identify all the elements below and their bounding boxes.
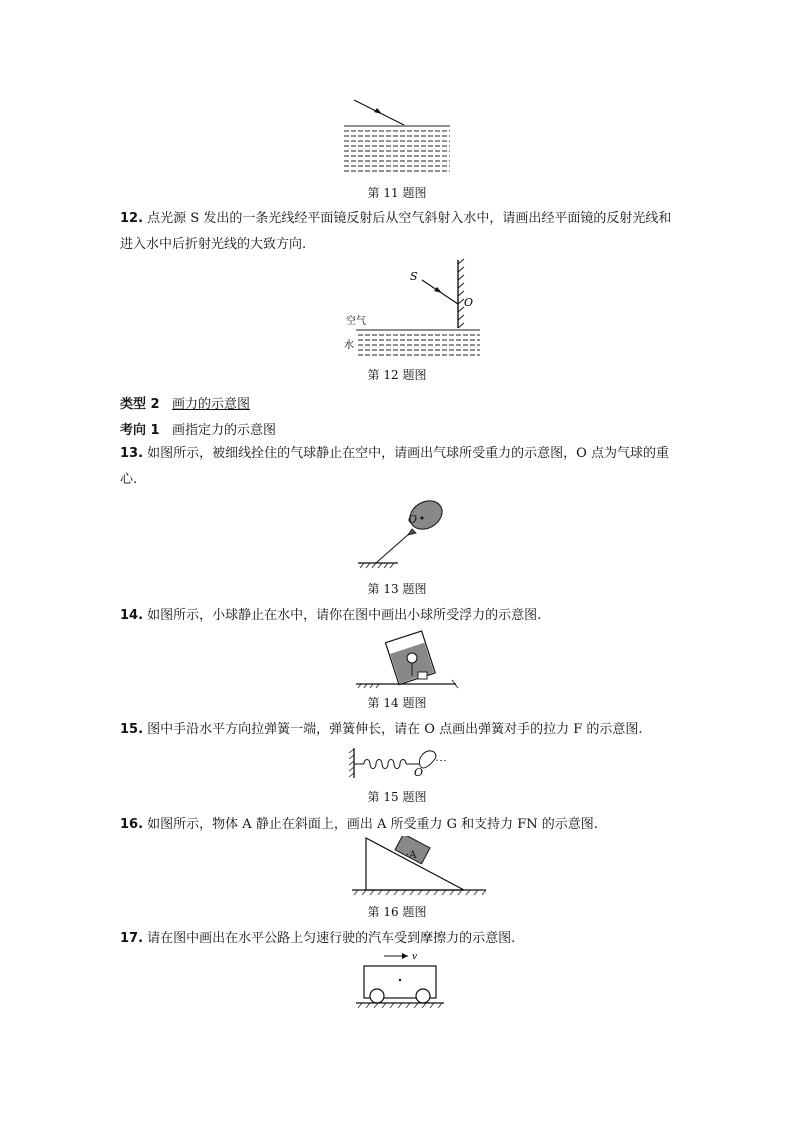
figure-12: [340, 258, 490, 363]
label-o: O: [464, 296, 474, 309]
figure-15: [348, 744, 458, 782]
label-s: S: [410, 270, 418, 283]
question-13: [120, 441, 680, 493]
question-text: 图中手沿水平方向拉弹簧一端，弹簧伸长，请在 O 点画出弹簧对手的拉力 F 的示意图.: [147, 722, 643, 737]
question-text: 如图所示，小球静止在水中，请你在图中画出小球所受浮力的示意图.: [147, 608, 542, 623]
label-air: 空气: [346, 316, 366, 327]
question-number: 12.: [120, 211, 144, 226]
label-a: ·A: [406, 850, 417, 861]
figure-16: [348, 836, 490, 898]
question-number: 16.: [120, 817, 144, 832]
question-text: 如图所示，被细线拴住的气球静止在空中，请画出气球所受重力的示意图，O 点为气球的重心.: [120, 446, 669, 487]
figure-13: [350, 493, 450, 573]
figure-14: [348, 630, 464, 690]
label-o: O: [414, 766, 424, 779]
type-2-heading: [120, 393, 250, 412]
question-number: 13.: [120, 446, 144, 461]
figure-13-caption: 第 13 题图: [367, 582, 427, 596]
type-2-title: 画力的示意图: [171, 397, 250, 412]
question-text: 请在图中画出在水平公路上匀速行驶的汽车受到摩擦力的示意图.: [147, 931, 516, 946]
direction-1-number: 考向 1: [120, 423, 160, 438]
figure-11-caption: 第 11 题图: [367, 186, 427, 200]
question-15: [120, 717, 680, 743]
question-number: 15.: [120, 722, 144, 737]
type-2-number: 类型 2: [120, 397, 160, 412]
figure-17: [350, 948, 450, 1010]
question-12: [120, 206, 680, 258]
figure-14-caption: 第 14 题图: [367, 696, 427, 710]
figure-15-caption: 第 15 题图: [367, 790, 427, 804]
question-text: 点光源 S 发出的一条光线经平面镜反射后从空气斜射入水中，请画出经平面镜的反射光线和进入水中后折射光线的大致方向.: [120, 211, 672, 252]
direction-1-title: 画指定力的示意图: [171, 423, 276, 438]
question-14: [120, 603, 680, 629]
direction-1-heading: [120, 419, 276, 438]
question-number: 14.: [120, 608, 144, 623]
question-number: 17.: [120, 931, 144, 946]
label-water: 水: [344, 340, 354, 351]
label-o: O: [408, 513, 418, 526]
question-16: [120, 812, 680, 838]
figure-12-caption: 第 12 题图: [367, 368, 427, 382]
question-text: 如图所示，物体 A 静止在斜面上，画出 A 所受重力 G 和支持力 FN 的示意图.: [147, 817, 598, 832]
label-v: v: [412, 952, 418, 962]
figure-11: [340, 95, 454, 180]
figure-16-caption: 第 16 题图: [367, 905, 427, 919]
